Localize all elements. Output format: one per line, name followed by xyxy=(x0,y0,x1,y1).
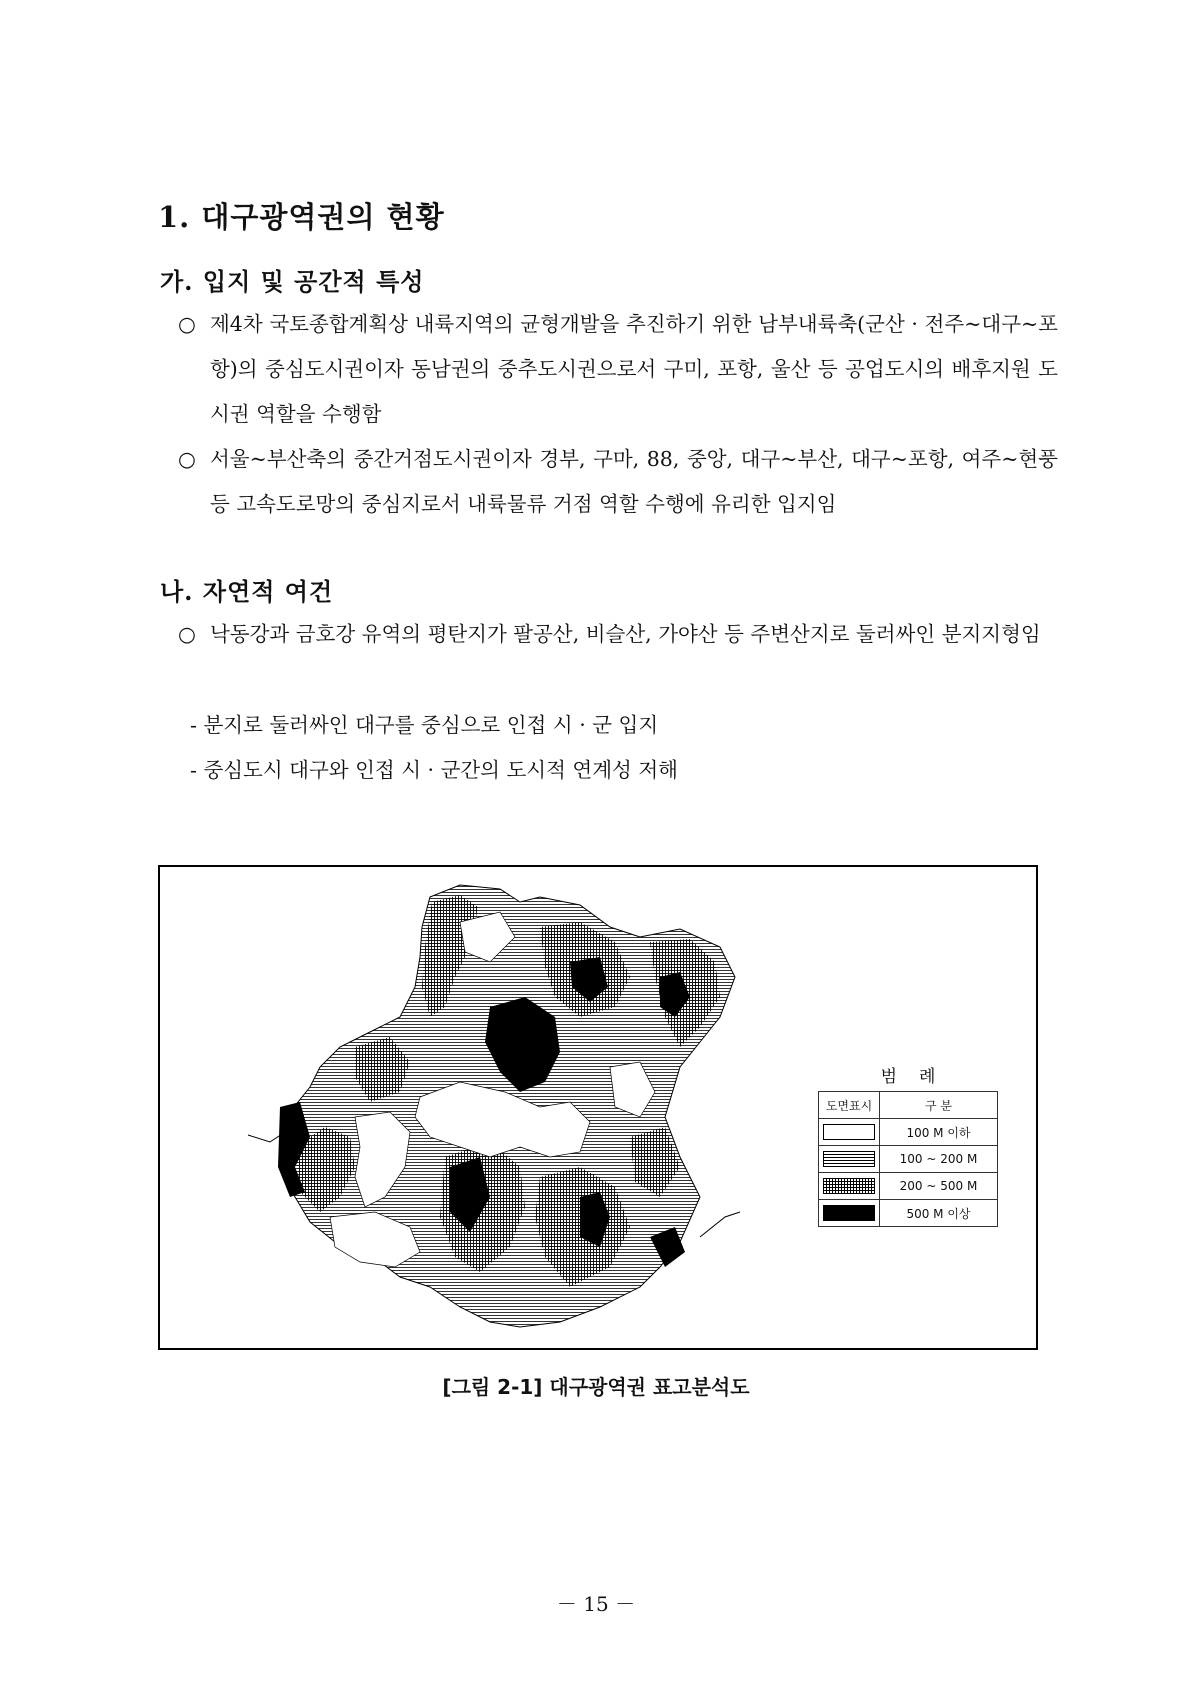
legend-table xyxy=(818,1091,998,1227)
section-title: 1. 대구광역권의 현황 xyxy=(158,200,445,234)
paragraph-bullet xyxy=(178,437,1058,527)
legend-title: 범례 xyxy=(880,1067,958,1087)
legend-row xyxy=(819,1146,998,1173)
dash-item: - 분지로 둘러싸인 대구를 중심으로 인접 시 · 군 입지 xyxy=(190,713,659,737)
subsection-title-nature: 나. 자연적 여건 xyxy=(160,577,334,606)
legend-header-symbol: 도면표시 xyxy=(819,1092,880,1119)
legend-label: 100 M 이하 xyxy=(880,1119,998,1146)
legend-row xyxy=(819,1119,998,1146)
subsection-title-location: 가. 입지 및 공간적 특성 xyxy=(160,267,425,296)
legend-header-class: 구 분 xyxy=(880,1092,998,1119)
dash-item: - 중심도시 대구와 인접 시 · 군간의 도시적 연계성 저해 xyxy=(190,758,678,782)
legend-label: 200 ~ 500 M xyxy=(880,1173,998,1200)
legend-swatch-hlines xyxy=(823,1151,875,1167)
bullet-marker: ○ xyxy=(178,622,196,646)
legend-swatch-blank xyxy=(823,1124,875,1140)
legend-label: 500 M 이상 xyxy=(880,1200,998,1227)
paragraph-text: 제4차 국토종합계획상 내륙지역의 균형개발을 추진하기 위한 남부내륙축(군산 · 전주~대구~포항)의 중심도시권이자 동남권의 중추도시권으로서 구미, 포항, 울산 등 공업도시의 배후지원 도시권 역할을 수행함 xyxy=(210,312,1058,426)
paragraph-text: 낙동강과 금호강 유역의 평탄지가 팔공산, 비슬산, 가야산 등 주변산지로 둘러싸인 분지지형임 xyxy=(210,622,1041,646)
map-legend xyxy=(818,1062,998,1227)
legend-row xyxy=(819,1200,998,1227)
page-number: － 15 － xyxy=(556,1592,636,1616)
legend-swatch-solid xyxy=(823,1205,875,1221)
legend-row xyxy=(819,1173,998,1200)
figure-caption: [그림 2-1] 대구광역권 표고분석도 xyxy=(442,1375,750,1399)
paragraph-text: 서울~부산축의 중간거점도시권이자 경부, 구마, 88, 중앙, 대구~부산, 대구~포항, 여주~현풍 등 고속도로망의 중심지로서 내륙물류 거점 역할 수행에 유리한 입지임 xyxy=(210,447,1058,516)
legend-label: 100 ~ 200 M xyxy=(880,1146,998,1173)
bullet-marker: ○ xyxy=(178,312,196,336)
paragraph-bullet xyxy=(178,612,1058,657)
elevation-map-figure xyxy=(158,865,1038,1350)
bullet-marker: ○ xyxy=(178,447,196,471)
map-river-line xyxy=(700,1212,740,1237)
paragraph-bullet xyxy=(178,302,1058,437)
legend-swatch-grid xyxy=(823,1178,875,1194)
